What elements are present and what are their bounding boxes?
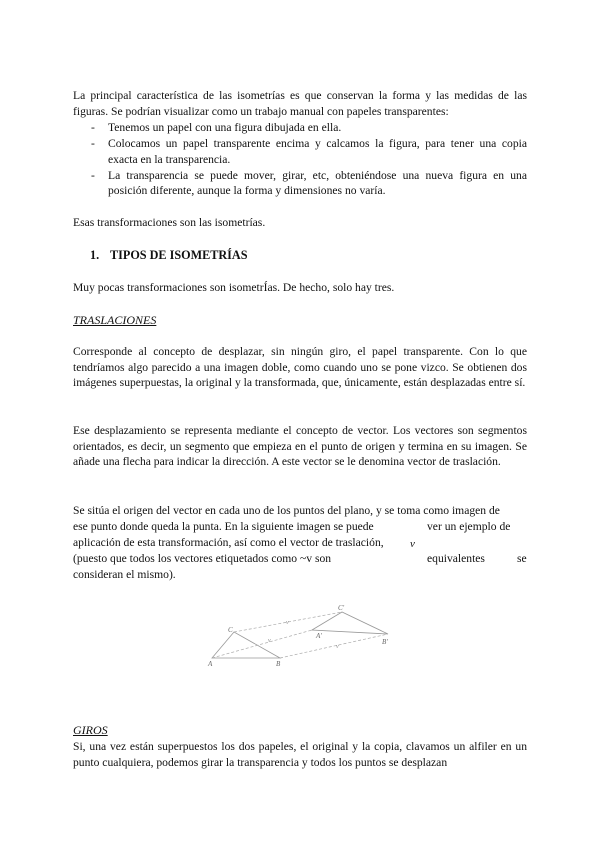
list-item bbox=[73, 136, 527, 167]
p3-line-4-part-b: equivalentes bbox=[427, 552, 485, 565]
section-number: 1. bbox=[90, 248, 100, 262]
p3-line-2 bbox=[73, 519, 527, 535]
bullet-dash: - bbox=[91, 168, 95, 182]
p3-line-4 bbox=[73, 551, 527, 567]
translation-diagram bbox=[200, 600, 400, 672]
label-v-3: v bbox=[336, 644, 339, 650]
intro-bullet-list bbox=[73, 120, 527, 199]
traslaciones-paragraph-1: Corresponde al concepto de desplazar, sin ningún giro, el papel transparente. Con lo que tendríamos algo parecido a una imagen doble, como cuando uno se pone vizco. Se obtienen dos imágenes superpuestas, la original y la transformada, que, únicamente, están desplazadas entre sí. bbox=[73, 345, 527, 390]
label-v-1: v bbox=[268, 638, 271, 644]
label-a-prime: A' bbox=[316, 632, 322, 640]
intro-closing: Esas transformaciones son las isometrías. bbox=[73, 216, 266, 229]
traslaciones-paragraph-2: Ese desplazamiento se representa mediante el concepto de vector. Los vectores son segmentos orientados, es decir, un segmento que empieza en el punto de origen y termina en su imagen. Se añade una flecha para indicar la dirección. A este vector se le denomina vector de traslación. bbox=[73, 424, 527, 469]
section-lead: Muy pocas transformaciones son isometrÍas. De hecho, solo hay tres. bbox=[73, 281, 395, 294]
bullet-text: Colocamos un papel transparente encima y calcamos la figura, para tener una copia exacta en la transparencia. bbox=[108, 137, 527, 166]
p3-line-5: consideran el mismo). bbox=[73, 568, 176, 581]
giros-paragraph: Si, una vez están superpuestos los dos papeles, el original y la copia, clavamos un alfiler en un punto cualquiera, podemos girar la transparencia y todos los puntos se desplazan bbox=[73, 740, 527, 769]
vector-symbol: v⃗ bbox=[410, 538, 424, 550]
list-item bbox=[73, 168, 527, 199]
giros-title: GIROS bbox=[73, 723, 108, 737]
p3-line-4-part-a: (puesto que todos los vectores etiquetados como ~v son bbox=[73, 552, 332, 565]
bullet-dash: - bbox=[91, 137, 95, 151]
bullet-dash: - bbox=[91, 121, 95, 134]
traslaciones-title: TRASLACIONES bbox=[73, 313, 157, 327]
bullet-text: La transparencia se puede mover, girar, etc, obteniéndose una nueva figura en una posición diferente, aunque la forma y dimensiones no varía. bbox=[108, 168, 527, 198]
section-title: TIPOS DE ISOMETRÍAS bbox=[110, 248, 248, 262]
original-triangle bbox=[212, 632, 280, 658]
section-heading bbox=[90, 247, 247, 263]
bullet-text: Tenemos un papel con una figura dibujada en ella. bbox=[108, 121, 342, 134]
label-c: C bbox=[228, 626, 233, 634]
vector-b-arrow bbox=[280, 634, 388, 658]
vector-a-arrow bbox=[212, 630, 312, 658]
label-c-prime: C' bbox=[338, 604, 345, 612]
p3-line-1: Se sitúa el origen del vector en cada uno de los puntos del plano, y se toma como imagen de bbox=[73, 504, 500, 517]
p3-line-2-part-a: ese punto donde queda la punta. En la siguiente imagen se puede bbox=[73, 520, 374, 533]
p3-line-3: aplicación de esta transformación, así como el vector de traslación, bbox=[73, 536, 384, 549]
p3-line-4-part-c: se bbox=[517, 552, 527, 565]
p3-line-2-part-b: ver un ejemplo de bbox=[427, 520, 511, 533]
list-item bbox=[73, 120, 527, 136]
label-v-2: v bbox=[286, 620, 289, 626]
label-a: A bbox=[208, 660, 213, 668]
intro-paragraph: La principal característica de las isometrías es que conservan la forma y las medidas de las figuras. Se podrían visualizar como un trabajo manual con papeles transparentes: bbox=[73, 89, 527, 118]
label-b-prime: B' bbox=[382, 638, 388, 646]
label-b: B bbox=[276, 660, 281, 668]
